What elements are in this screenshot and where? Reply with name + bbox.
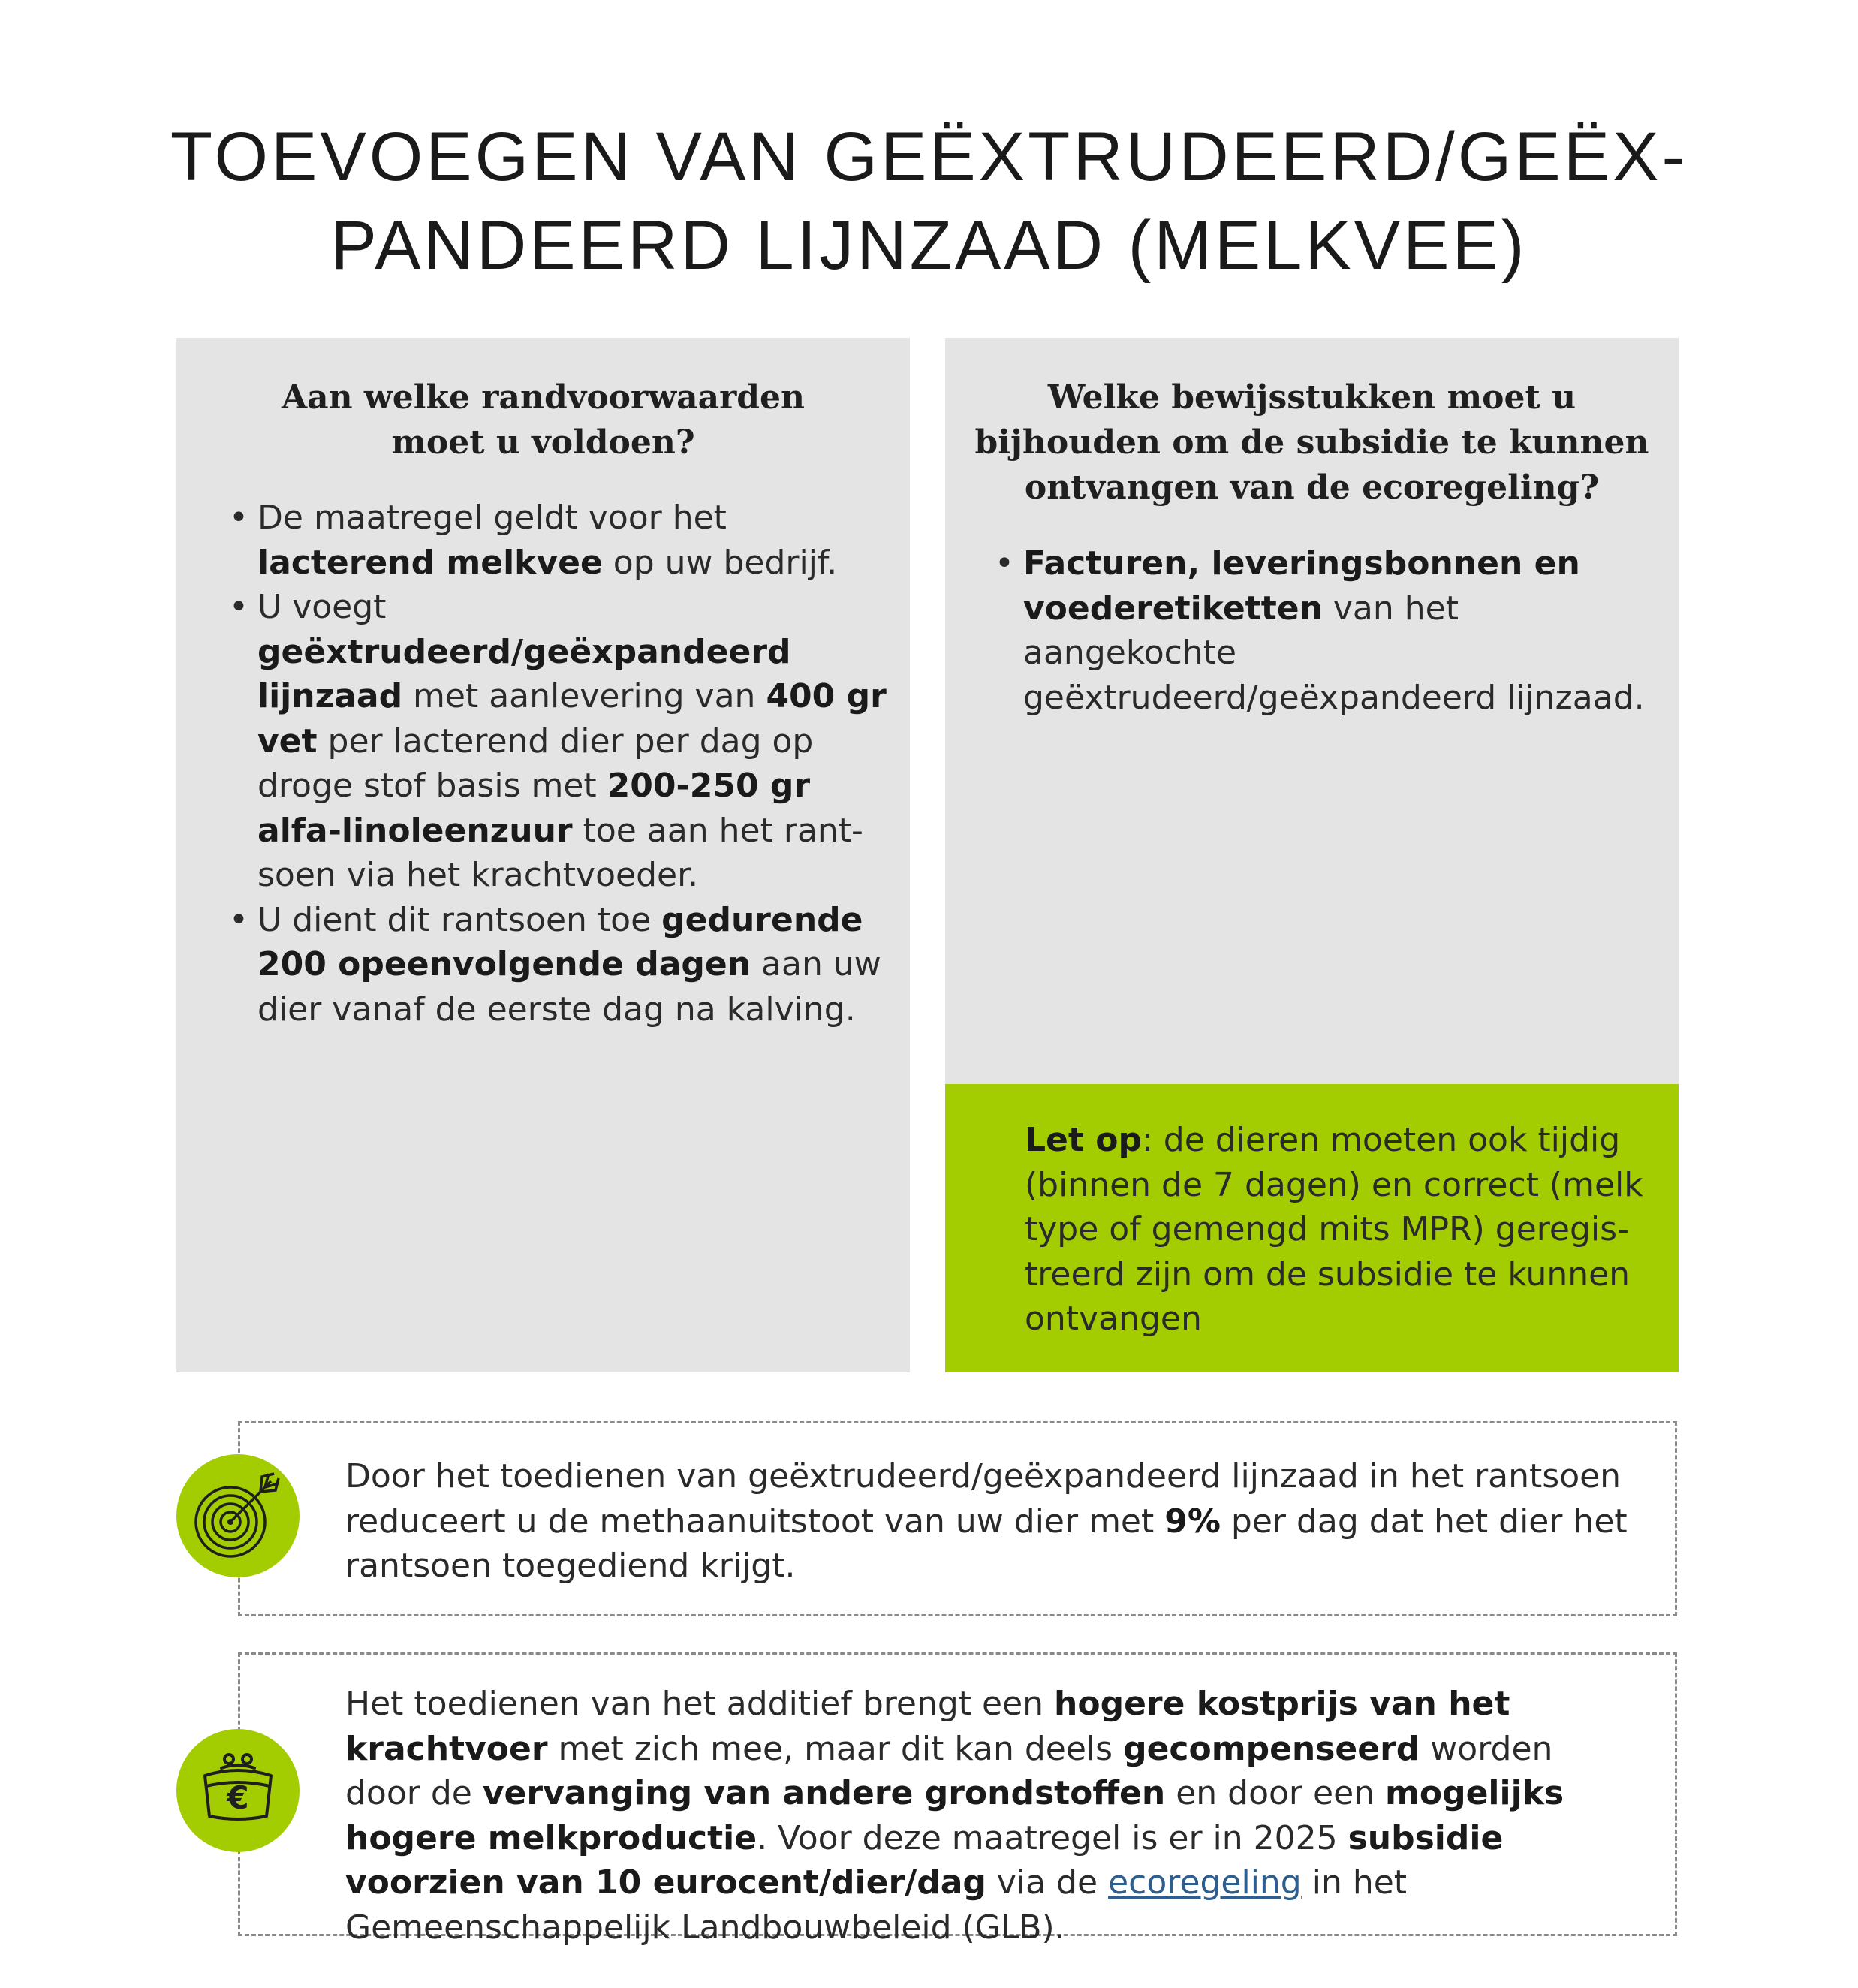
text-segment: De maatregel geldt voor het	[257, 499, 727, 537]
title-line-2: PANDEERD LIJNZAAD (MELKVEE)	[330, 207, 1528, 284]
text-segment: aan uw dier vanaf de eerste dag na kalving.	[257, 945, 881, 1029]
text-segment: . Voor deze maatregel is er in 2025	[757, 1818, 1348, 1857]
text-segment: en door een	[1165, 1774, 1386, 1812]
list-item	[229, 898, 890, 1032]
reduction-info-text	[345, 1454, 1637, 1589]
conditions-heading-line-2: moet u voldoen?	[391, 423, 695, 462]
text-segment: op uw bedrijf.	[602, 543, 838, 582]
bold-segment: 400 gr vet	[257, 677, 887, 761]
evidence-heading-line-3: ontvangen van de ecoregeling?	[1024, 468, 1600, 507]
bold-segment: hogere kostprijs van het krachtvoer	[345, 1685, 1510, 1768]
text-segment: U voegt	[257, 588, 387, 626]
text-segment: U dient dit rantsoen toe	[257, 900, 662, 939]
evidence-heading-line-1: Welke bewijsstukken moet u	[1047, 378, 1576, 417]
text-segment: per lacterend dier per dag op droge stof basis met	[257, 721, 814, 805]
ecoregeling-link[interactable]: ecoregeling	[1108, 1863, 1302, 1902]
evidence-list	[995, 541, 1655, 720]
list-item	[229, 495, 890, 585]
bold-segment: 200-250 gr alfa-linoleenzuur	[257, 767, 811, 850]
bold-segment: lacterend melkvee	[257, 543, 603, 582]
title-line-1: TOEVOEGEN VAN GEËXTRUDEERD/GEËX-	[170, 119, 1688, 195]
euro-purse-icon	[176, 1729, 300, 1852]
bold-segment: gedurende 200 opeenvolgende dagen	[257, 900, 863, 983]
bold-segment: mogelijks hogere melkproductie	[345, 1774, 1564, 1857]
target-icon	[176, 1454, 300, 1577]
bold-segment: gecompenseerd	[1123, 1729, 1420, 1768]
conditions-heading	[176, 375, 910, 465]
note-body: : de dieren moeten ook tijdig (binnen de 7 dagen) en correct (melk type of gemengd mits MPR) geregis-treerd zijn om de subsidie te kunnen ontvangen	[1025, 1121, 1643, 1338]
text-segment: van het aangekochte geëxtrudeerd/geëxpandeerd lijnzaad.	[1023, 589, 1645, 717]
list-item	[995, 541, 1655, 720]
conditions-list	[229, 495, 890, 1032]
cost-info-text	[345, 1682, 1637, 1950]
note-label: Let op	[1025, 1121, 1142, 1159]
text-segment: worden door de	[345, 1729, 1553, 1812]
text-segment: met aanlevering van	[402, 677, 766, 715]
evidence-heading	[945, 375, 1679, 511]
evidence-heading-line-2: bijhouden om de subsidie te kunnen	[974, 423, 1649, 462]
text-segment: per dag dat het dier het rantsoen toegediend krijgt.	[345, 1502, 1628, 1585]
text-segment: via de	[986, 1863, 1109, 1902]
page-title	[0, 113, 1858, 290]
reduction-percentage: 9%	[1164, 1502, 1221, 1541]
text-segment: Door het toedienen van geëxtrudeerd/geëxpandeerd lijnzaad in het rantsoen reduceert u de methaanuitstoot van uw dier met	[345, 1457, 1622, 1541]
text-segment: in het Gemeenschappelijk Landbouwbeleid (GLB).	[345, 1863, 1408, 1947]
text-segment: met zich mee, maar dit kan deels	[547, 1729, 1124, 1768]
list-item	[229, 585, 890, 898]
bold-segment: subsidie voorzien van 10 eurocent/dier/dag	[345, 1818, 1504, 1902]
text-segment: toe aan het rant-soen via het krachtvoeder.	[257, 811, 863, 894]
note-text	[1025, 1118, 1655, 1342]
bold-segment: geëxtrudeerd/geëxpandeerd lijnzaad	[257, 632, 791, 715]
text-segment: Het toedienen van het additief brengt een	[345, 1685, 1055, 1723]
conditions-heading-line-1: Aan welke randvoorwaarden	[281, 378, 806, 417]
svg-text:€: €	[227, 1779, 249, 1816]
bold-segment: Facturen, leveringsbonnen en voederetiketten	[1023, 544, 1580, 628]
bold-segment: vervanging van andere grondstoffen	[482, 1774, 1166, 1812]
